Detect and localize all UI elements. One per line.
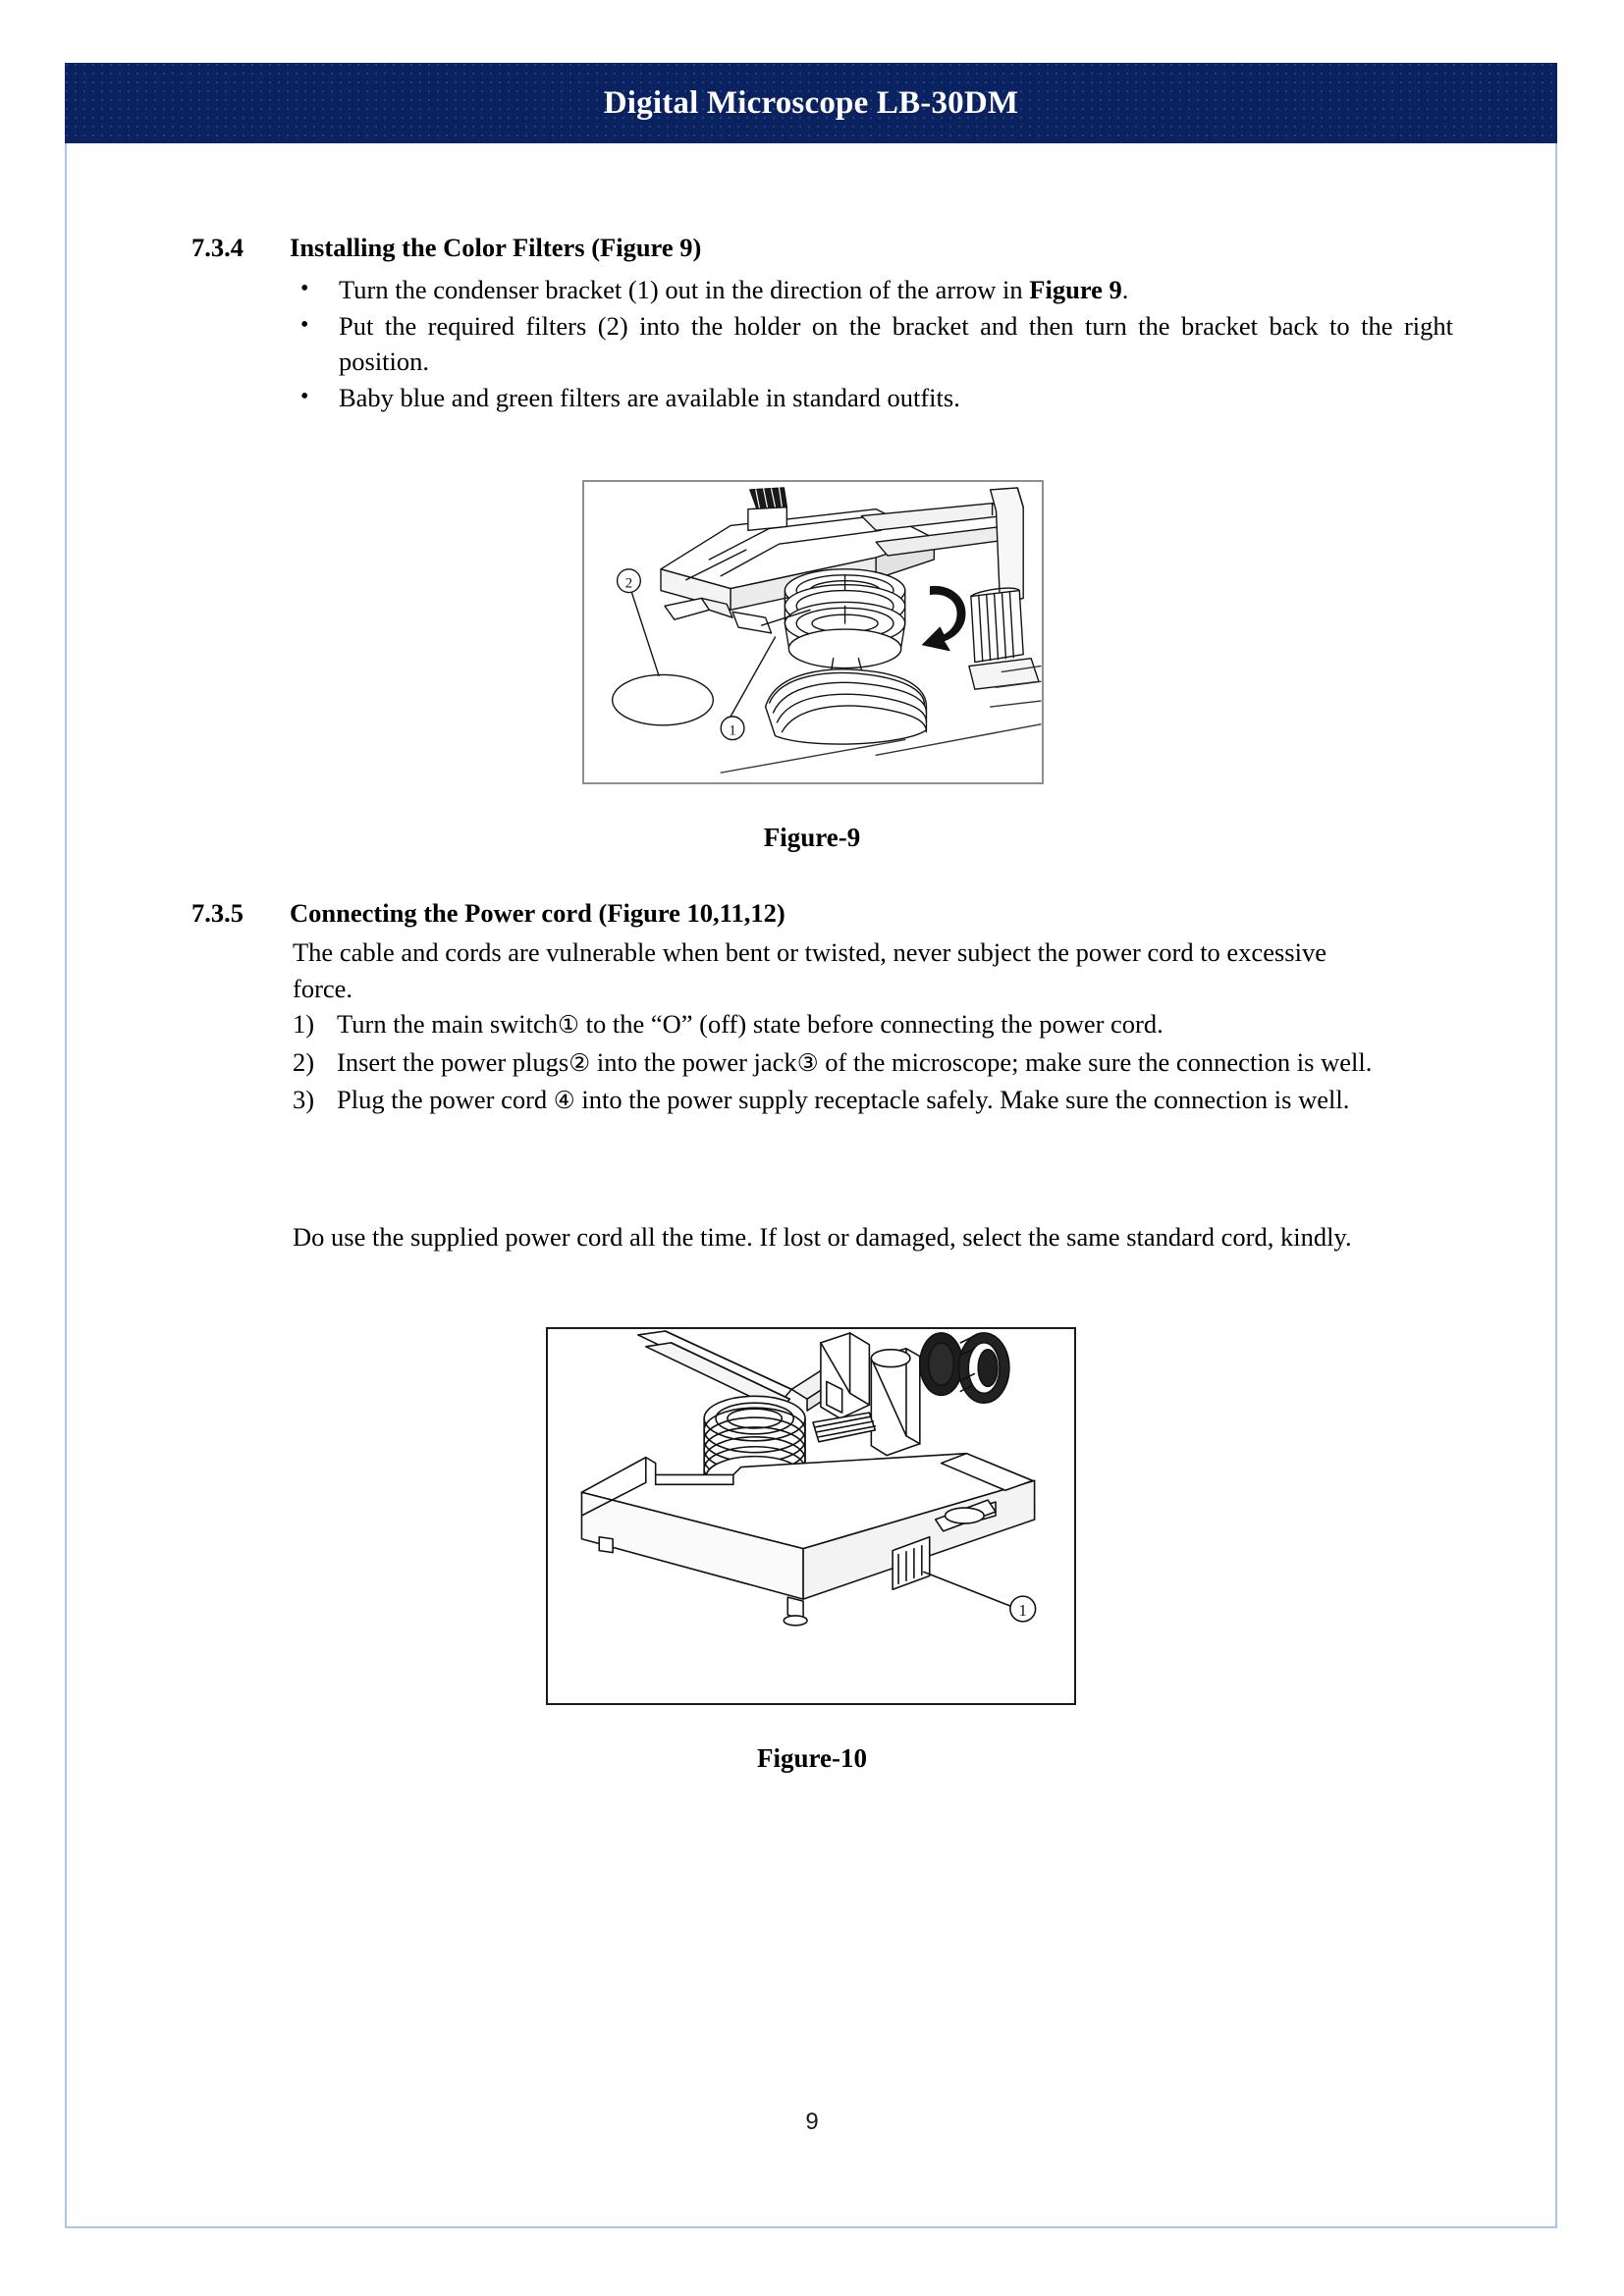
- figure-9-drawing: [584, 482, 1042, 782]
- callout-marker-2: ②: [568, 1049, 591, 1077]
- power-cord-intro-paragraph: The cable and cords are vulnerable when bent or twisted, never subject the power cord to excessive force.: [293, 937, 1326, 1003]
- svg-text:1: 1: [1018, 1600, 1027, 1620]
- step-text-a: Plug the power cord: [337, 1085, 554, 1114]
- bullet-text: Baby blue and green filters are available in standard outfits.: [339, 382, 960, 412]
- figure-10-caption: Figure-10: [757, 1743, 867, 1773]
- list-item: [295, 380, 1453, 416]
- bullet-dot-icon: •: [300, 276, 309, 301]
- step-number: 3): [293, 1085, 315, 1114]
- svg-text:2: 2: [624, 575, 633, 592]
- power-cord-closing-paragraph: Do use the supplied power cord all the time. If lost or damaged, select the same standard cord, kindly.: [293, 1222, 1352, 1252]
- bullet-dot-icon: •: [300, 311, 309, 338]
- page-number: 9: [805, 2109, 819, 2135]
- bullet-text-part-bold: Figure 9: [1029, 275, 1122, 304]
- color-filter-bullet-list: [295, 272, 1453, 415]
- bullet-text-part-tail: .: [1121, 275, 1129, 304]
- figure-9-caption: Figure-9: [763, 823, 861, 852]
- section-title-734: Installing the Color Filters (Figure 9): [290, 233, 702, 262]
- figure-10-drawing: [548, 1329, 1074, 1703]
- power-cord-steps: [293, 1006, 1456, 1120]
- list-item: [293, 1006, 1456, 1044]
- step-text-a: Turn the main switch: [337, 1009, 559, 1039]
- section-number-735: 7.3.5: [191, 898, 244, 928]
- section-heading-734: [191, 232, 701, 263]
- step-text-b: to the “O” (off) state before connecting the power cord.: [578, 1009, 1164, 1039]
- step-text-b: into the power jack: [590, 1046, 797, 1077]
- callout-marker-3: ③: [796, 1049, 819, 1077]
- callout-marker-1: ①: [558, 1012, 579, 1039]
- page-title: Digital Microscope LB-30DM: [603, 84, 1019, 121]
- step-text-a: Insert the power plugs: [337, 1046, 569, 1077]
- callout-marker-4: ④: [553, 1088, 575, 1114]
- figure-10-image: [546, 1327, 1076, 1705]
- section-heading-735: [191, 897, 785, 929]
- svg-text:1: 1: [729, 722, 736, 739]
- list-item: [295, 272, 1453, 308]
- step-text-c: of the microscope; make sure the connection is well.: [818, 1046, 1373, 1077]
- section-title-735: Connecting the Power cord (Figure 10,11,12): [290, 898, 785, 928]
- figure-9-image: [582, 480, 1044, 784]
- section-number-734: 7.3.4: [191, 233, 244, 262]
- bullet-text: Put the required filters (2) into the holder on the bracket and then turn the bracket back to the right position.: [339, 310, 1453, 376]
- list-item: [295, 308, 1453, 380]
- list-item: [293, 1082, 1456, 1120]
- step-number: 2): [293, 1046, 315, 1077]
- list-item: [293, 1044, 1456, 1083]
- bullet-dot-icon: •: [300, 383, 309, 409]
- step-text-b: into the power supply receptacle safely. Make sure the connection is well.: [574, 1085, 1350, 1114]
- step-number: 1): [293, 1009, 315, 1039]
- bullet-text-part-plain: Turn the condenser bracket (1) out in the direction of the arrow in: [339, 275, 1030, 304]
